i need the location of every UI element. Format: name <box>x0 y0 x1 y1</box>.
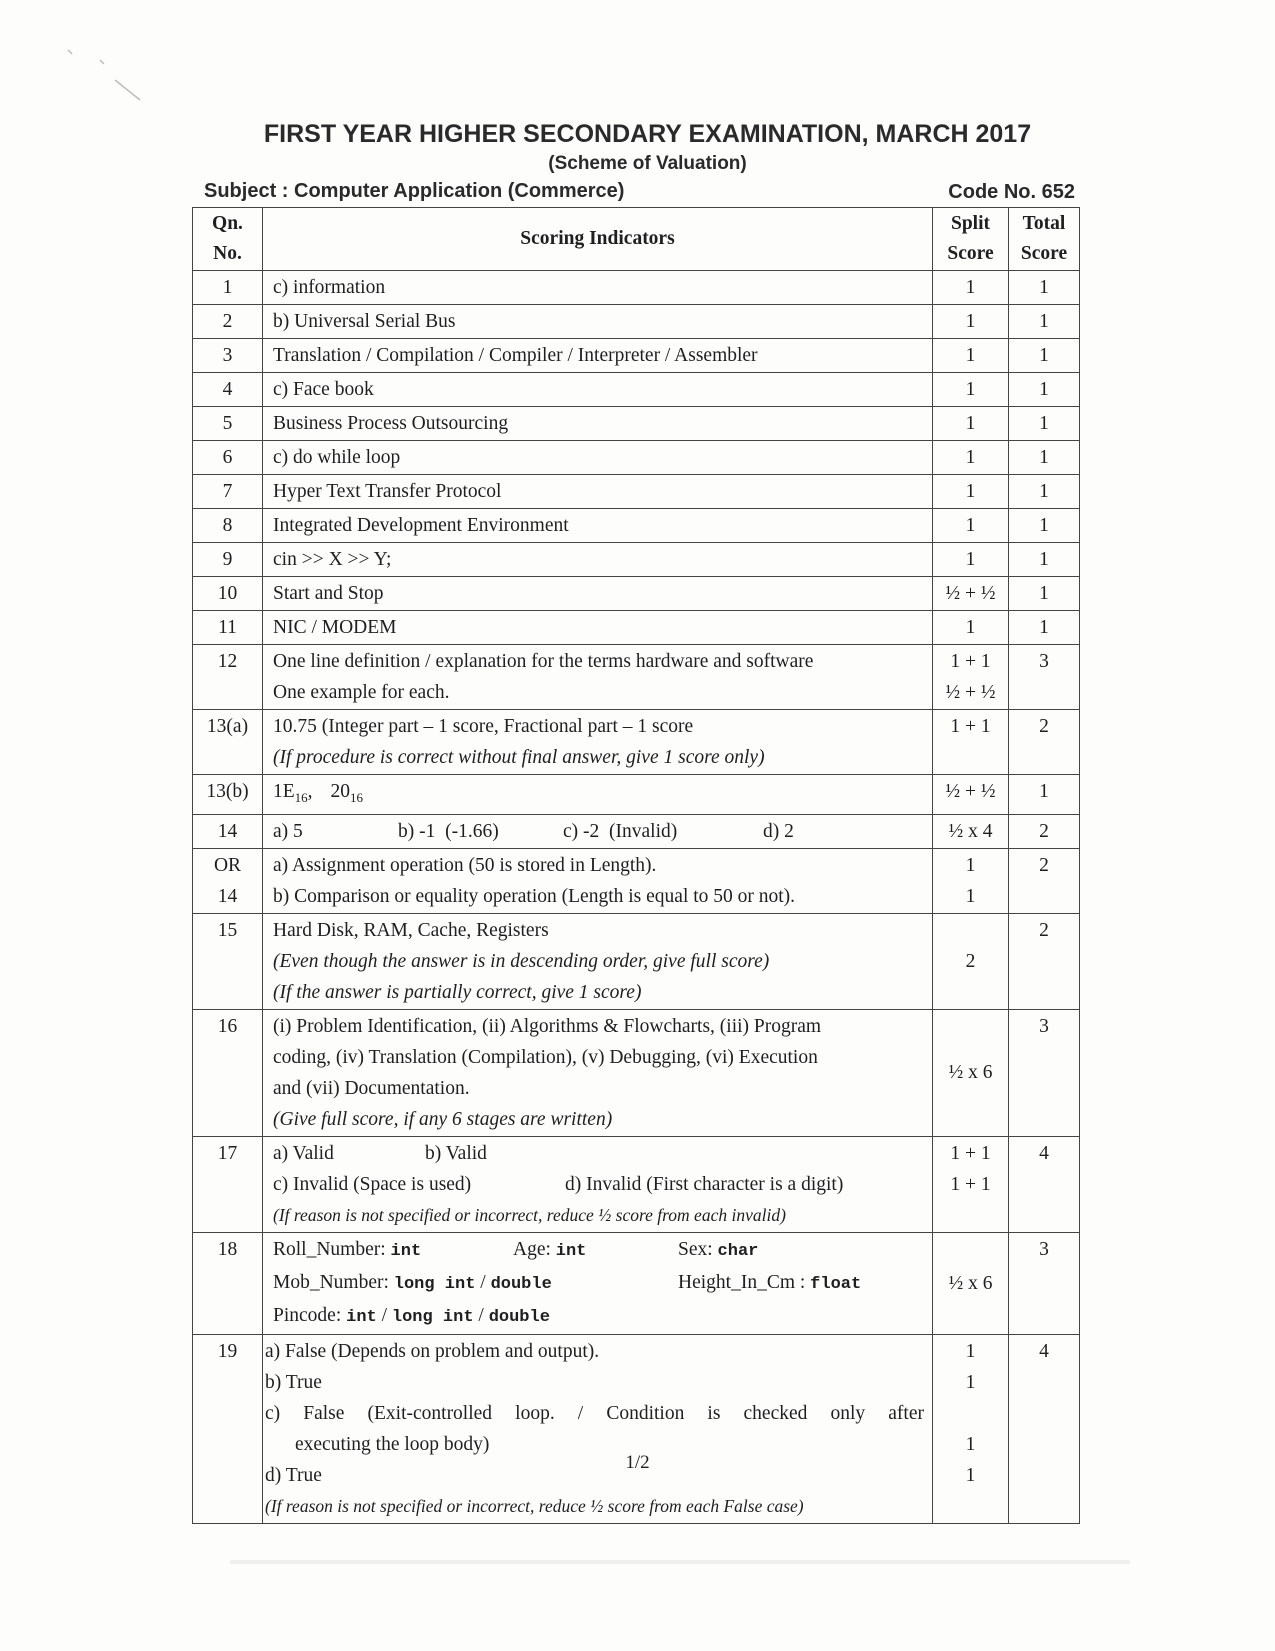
question-number: 18 <box>193 1232 263 1334</box>
col-header-qn: Qn. No. <box>193 208 263 271</box>
table-row <box>193 475 1080 509</box>
scoring-indicator: 10.75 (Integer part – 1 score, Fractional part – 1 score (If procedure is correct without final answer, give 1 score only) <box>263 710 933 775</box>
split-score: 1 <box>933 373 1009 407</box>
split-score: ½ + ½ <box>933 775 1009 815</box>
split-score: 1 + 1 ½ + ½ <box>933 645 1009 710</box>
scoring-indicator: a) 5 b) -1 (-1.66) c) -2 (Invalid) d) 2 <box>263 814 933 848</box>
question-number: 10 <box>193 577 263 611</box>
split-score: 1 <box>933 441 1009 475</box>
scoring-indicator: $1E_{16}$, $20_{16}$ <box>263 775 933 815</box>
total-score: 1 <box>1009 339 1080 373</box>
total-score: 2 <box>1009 913 1080 1009</box>
total-score: 1 <box>1009 305 1080 339</box>
table-row <box>193 441 1080 475</box>
table-row <box>193 577 1080 611</box>
split-score: 1 <box>933 543 1009 577</box>
scoring-indicator: NIC / MODEM <box>263 611 933 645</box>
question-number: 6 <box>193 441 263 475</box>
table-row <box>193 373 1080 407</box>
scoring-indicator: cin >> X >> Y; <box>263 543 933 577</box>
scoring-table <box>192 207 1080 1524</box>
scoring-indicator: Business Process Outsourcing <box>263 407 933 441</box>
col-header-total: Total Score <box>1009 208 1080 271</box>
scoring-indicator: One line definition / explanation for the terms hardware and software One example for each. <box>263 645 933 710</box>
scoring-indicator: a) False (Depends on problem and output). b) True c) False (Exit-controlled loop. / Condition is checked only after executing the loop body) d) True (If reason is not specified or incorrect, reduce ½ score from each False case) <box>263 1334 933 1523</box>
subject-label: Subject : Computer Application (Commerce) <box>204 180 625 202</box>
split-score: 1 <box>933 339 1009 373</box>
split-score: 1 <box>933 407 1009 441</box>
split-score: 1 <box>933 475 1009 509</box>
table-row <box>193 611 1080 645</box>
corner-mark <box>60 40 150 110</box>
total-score: 3 <box>1009 645 1080 710</box>
col-header-split: Split Score <box>933 208 1009 271</box>
question-number: 3 <box>193 339 263 373</box>
page-title: FIRST YEAR HIGHER SECONDARY EXAMINATION, MARCH 2017 <box>263 120 1032 148</box>
scoring-indicator: Hyper Text Transfer Protocol <box>263 475 933 509</box>
page-subtitle: (Scheme of Valuation) <box>548 153 747 174</box>
question-number: 15 <box>193 913 263 1009</box>
total-score: 3 <box>1009 1009 1080 1136</box>
table-row <box>193 710 1080 775</box>
total-score: 2 <box>1009 814 1080 848</box>
scoring-indicator: Translation / Compilation / Compiler / Interpreter / Assembler <box>263 339 933 373</box>
total-score: 4 <box>1009 1334 1080 1523</box>
question-number: 19 <box>193 1334 263 1523</box>
scoring-indicator: a) Valid b) Valid c) Invalid (Space is used) d) Invalid (First character is a digit) (If reason is not specified or incorrect, reduce ½ score from each invalid) <box>263 1136 933 1232</box>
table-row <box>193 645 1080 710</box>
question-number: 7 <box>193 475 263 509</box>
split-score: 1 <box>933 611 1009 645</box>
question-number: 5 <box>193 407 263 441</box>
scan-edge <box>230 1560 1130 1564</box>
total-score: 1 <box>1009 775 1080 815</box>
scoring-indicator: a) Assignment operation (50 is stored in Length). b) Comparison or equality operation (Length is equal to 50 or not). <box>263 848 933 913</box>
question-number: OR 14 <box>193 848 263 913</box>
scoring-indicator: Integrated Development Environment <box>263 509 933 543</box>
table-row <box>193 848 1080 913</box>
table-row <box>193 1334 1080 1523</box>
total-score: 1 <box>1009 611 1080 645</box>
table-row <box>193 305 1080 339</box>
total-score: 2 <box>1009 710 1080 775</box>
split-score: 2 <box>933 913 1009 1009</box>
split-score: ½ x 6 <box>933 1232 1009 1334</box>
table-row <box>193 1232 1080 1334</box>
question-number: 12 <box>193 645 263 710</box>
table-row <box>193 543 1080 577</box>
split-score: 1 + 1 <box>933 710 1009 775</box>
table-row <box>193 271 1080 305</box>
split-score: ½ x 6 <box>933 1009 1009 1136</box>
scoring-indicator: b) Universal Serial Bus <box>263 305 933 339</box>
scoring-indicator: (i) Problem Identification, (ii) Algorithms & Flowcharts, (iii) Program coding, (iv) Translation (Compilation), (v) Debugging, (vi) Execution and (vii) Documentation. (Give full score, if any 6 stages are written) <box>263 1009 933 1136</box>
table-row <box>193 1136 1080 1232</box>
question-number: 13(b) <box>193 775 263 815</box>
scoring-indicator: Hard Disk, RAM, Cache, Registers (Even though the answer is in descending order, give full score) (If the answer is partially correct, give 1 score) <box>263 913 933 1009</box>
split-score: 1 <box>933 305 1009 339</box>
question-number: 8 <box>193 509 263 543</box>
question-number: 14 <box>193 814 263 848</box>
split-score: 1 <box>933 509 1009 543</box>
total-score: 1 <box>1009 577 1080 611</box>
question-number: 13(a) <box>193 710 263 775</box>
code-number: Code No. 652 <box>948 181 1075 203</box>
scoring-indicator: c) Face book <box>263 373 933 407</box>
question-number: 17 <box>193 1136 263 1232</box>
split-score: 1 + 1 1 + 1 <box>933 1136 1009 1232</box>
total-score: 1 <box>1009 543 1080 577</box>
split-score: 1 1 <box>933 848 1009 913</box>
table-row <box>193 339 1080 373</box>
total-score: 4 <box>1009 1136 1080 1232</box>
scoring-indicator: c) do while loop <box>263 441 933 475</box>
total-score: 3 <box>1009 1232 1080 1334</box>
col-header-indicators: Scoring Indicators <box>263 208 933 271</box>
table-row <box>193 509 1080 543</box>
page-number: 1/2 <box>625 1452 650 1473</box>
table-header-row <box>193 208 1080 271</box>
split-score: 1 1 1 1 <box>933 1334 1009 1523</box>
table-row <box>193 407 1080 441</box>
question-number: 9 <box>193 543 263 577</box>
table-row <box>193 814 1080 848</box>
scoring-indicator: Roll_Number: int Age: int Sex: char Mob_Number: long int / double Height_In_Cm : float Pincode: int / long int / double <box>263 1232 933 1334</box>
split-score: ½ x 4 <box>933 814 1009 848</box>
question-number: 16 <box>193 1009 263 1136</box>
total-score: 1 <box>1009 373 1080 407</box>
total-score: 1 <box>1009 407 1080 441</box>
split-score: ½ + ½ <box>933 577 1009 611</box>
scoring-indicator: c) information <box>263 271 933 305</box>
total-score: 1 <box>1009 509 1080 543</box>
table-row <box>193 913 1080 1009</box>
scoring-indicator: Start and Stop <box>263 577 933 611</box>
total-score: 1 <box>1009 441 1080 475</box>
question-number: 11 <box>193 611 263 645</box>
question-number: 4 <box>193 373 263 407</box>
total-score: 2 <box>1009 848 1080 913</box>
question-number: 1 <box>193 271 263 305</box>
total-score: 1 <box>1009 271 1080 305</box>
table-row <box>193 775 1080 815</box>
total-score: 1 <box>1009 475 1080 509</box>
split-score: 1 <box>933 271 1009 305</box>
table-row <box>193 1009 1080 1136</box>
question-number: 2 <box>193 305 263 339</box>
